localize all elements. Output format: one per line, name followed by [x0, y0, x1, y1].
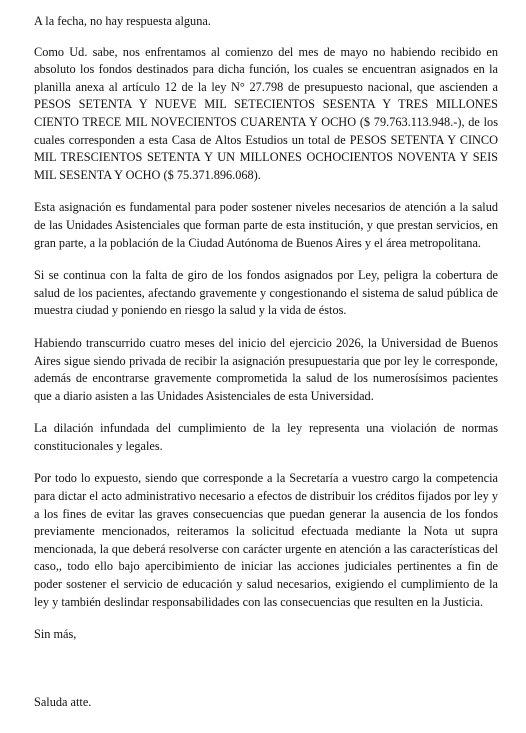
paragraph-request: Por todo lo expuesto, siendo que corresponde a la Secretaría a vuestro cargo la competencia para dictar el acto administrativo necesario a efectos de distribuir los créditos fijados por ley y a los fines de evitar las graves consecuencias que puedan generar la ausencia de los fondos previamente mencionados, reiteramos la solicitud efectuada mediante la Nota ut supra mencionada, la que deberá resolverse con carácter urgente en atención a las características del caso,, todo ello bajo apercibimiento de iniciar las acciones judiciales pertinentes a fin de poder sostener el servicio de educación y salud necesarios, exigiendo el cumplimiento de la ley y también deslindar responsabilidades con las consecuencias que resulten en la Justicia. [34, 471, 498, 609]
paragraph-law-violation: La dilación infundada del cumplimiento de la ley representa una violación de normas constitucionales y legales. [34, 421, 498, 453]
signature-space [34, 644, 498, 694]
paragraph-allocation-importance: Esta asignación es fundamental para poder sostener niveles necesarios de atención a la salud de las Unidades Asistenciales que forman parte de esta institución, y que prestan servicios, en gran parte, a la población de la Ciudad Autónoma de Buenos Aires y el área metropolitana. [34, 200, 498, 250]
signoff-line: Saluda atte. [34, 694, 92, 709]
paragraph-no-response: A la fecha, no hay respuesta alguna. [34, 14, 211, 28]
paragraph-funds-owed: Como Ud. sabe, nos enfrentamos al comienzo del mes de mayo no habiendo recibido en absoluto los fondos destinados para dicha función, los cuales se encuentran asignados en la planilla anexa al artículo 12 de la ley N° 27.798 de presupuesto nacional, que ascienden a PESOS SETENTA Y NUEVE MIL SETECIENTOS SESENTA Y TRES MILLONES CIENTO TRECE MIL NOVECIENTOS CUARENTA Y OCHO ($ 79.763.113.948.-), de los cuales corresponden a esta Casa de Altos Estudios un total de PESOS SETENTA Y CINCO MIL TRESCIENTOS SETENTA Y UN MILLONES OCHOCIENTOS NOVENTA Y SEIS MIL SESENTA Y OCHO ($ 75.371.896.068). [34, 44, 498, 182]
closing-line: Sin más, [34, 627, 77, 642]
paragraph-health-risk: Si se continua con la falta de giro de los fondos asignados por Ley, peligra la cobertura de salud de los pacientes, afectando gravemente y congestionando el sistema de salud pública de muestra ciudad y poniendo en riesgo la salud y la vida de éstos. [34, 268, 498, 318]
paragraph-four-months: Habiendo transcurrido cuatro meses del inicio del ejercicio 2026, la Universidad de Buenos Aires sigue siendo privada de recibir la asignación presupuestaria que por ley le corresponde, además de encontrarse gravemente comprometida la salud de los numerosísimos pacientes que a diario asisten a las Unidades Asistenciales de esta Universidad. [34, 335, 498, 403]
